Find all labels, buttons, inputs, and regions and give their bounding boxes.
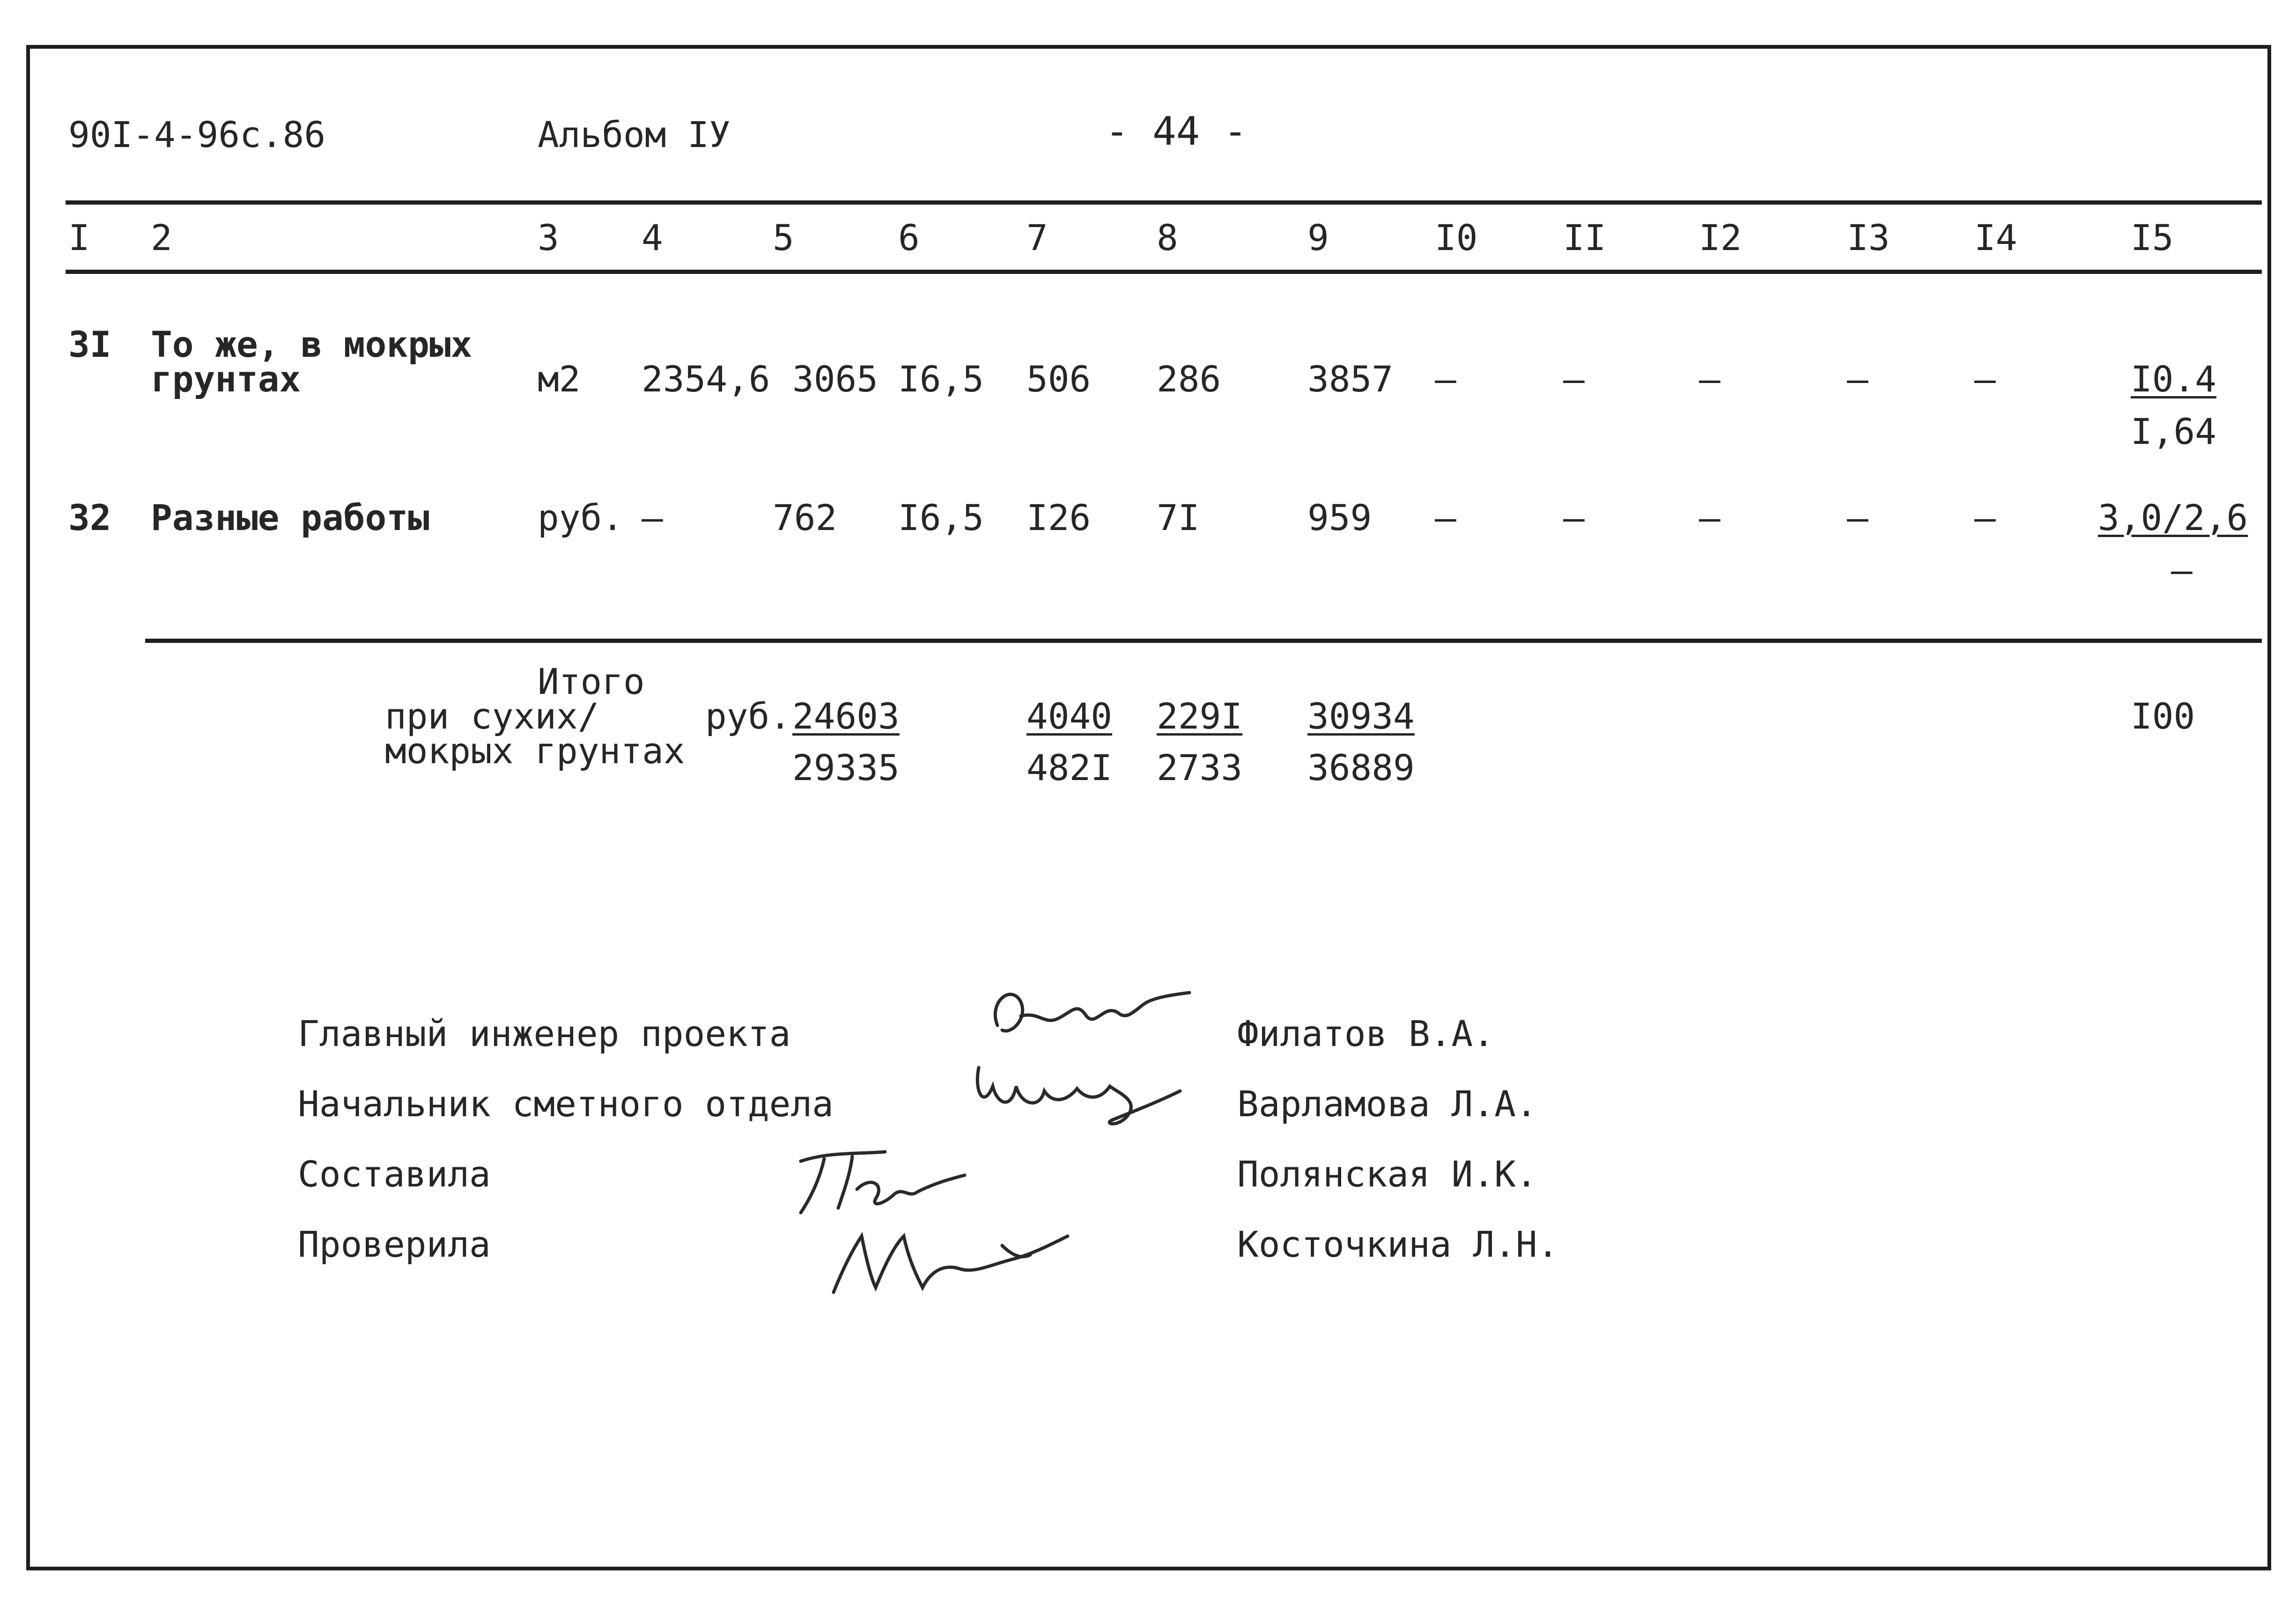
cell-col6: I6,5 xyxy=(898,358,984,400)
signer-name: Варламова Л.А. xyxy=(1237,1083,1537,1125)
signature-polyanskaya xyxy=(791,1142,1011,1217)
col-header: I xyxy=(68,217,90,258)
cell-col8: 286 xyxy=(1157,358,1221,400)
cell-col4: – xyxy=(642,497,663,538)
col-header: 2 xyxy=(151,217,172,258)
cell-col7: 506 xyxy=(1026,358,1091,400)
cell-col15-top: 3,0/2,6 xyxy=(2098,497,2248,538)
cell-col12: – xyxy=(1699,358,1720,400)
cell-col15-bottom: I,64 xyxy=(2131,411,2217,452)
total-col5-dry: 24603 xyxy=(792,695,900,737)
album-label: Альбом IУ xyxy=(538,114,731,155)
col-header: I3 xyxy=(1847,217,1890,258)
doc-code: 90I-4-96с.86 xyxy=(68,114,326,155)
col-header: 3 xyxy=(538,217,559,258)
col-header: I5 xyxy=(2131,217,2174,258)
col-header: 4 xyxy=(642,217,663,258)
total-label-line1: Итого xyxy=(538,661,645,702)
total-unit: руб. xyxy=(705,695,791,737)
total-col7-dry: 4040 xyxy=(1026,695,1113,737)
row-unit: руб. xyxy=(538,497,624,538)
signer-role: Главный инженер проекта xyxy=(298,1013,791,1054)
header-rule-top xyxy=(66,200,2262,205)
total-col15: I00 xyxy=(2131,695,2195,737)
page-number: - 44 - xyxy=(1105,108,1248,154)
col-header: 9 xyxy=(1307,217,1329,258)
total-label-line3: мокрых грунтах xyxy=(385,730,685,772)
cell-col10: – xyxy=(1435,497,1456,538)
col-header: 7 xyxy=(1026,217,1048,258)
signer-name: Полянская И.К. xyxy=(1237,1153,1537,1195)
row-name-line1: То же, в мокрых xyxy=(151,324,472,365)
cell-col4: 2354,6 xyxy=(642,358,770,400)
cell-col15-top: I0.4 xyxy=(2131,358,2217,400)
cell-col9: 3857 xyxy=(1307,358,1394,400)
signer-name: Косточкина Л.Н. xyxy=(1237,1223,1559,1265)
cell-col14: – xyxy=(1974,497,1996,538)
cell-col5: 3065 xyxy=(792,358,879,400)
total-label-line2: при сухих/ xyxy=(385,695,599,737)
signer-role: Составила xyxy=(298,1153,491,1195)
row-number: 32 xyxy=(68,497,111,538)
total-col5-wet: 29335 xyxy=(792,747,900,788)
signer-role: Проверила xyxy=(298,1223,491,1265)
col-header: I2 xyxy=(1699,217,1742,258)
signer-role: Начальник сметного отдела xyxy=(298,1083,834,1125)
row-name-line1: Разные работы xyxy=(151,497,429,538)
total-col7-wet: 482I xyxy=(1026,747,1113,788)
col-header: I4 xyxy=(1974,217,2017,258)
signature-varlamova xyxy=(960,1049,1185,1142)
signer-name: Филатов В.А. xyxy=(1237,1013,1495,1054)
cell-col10: – xyxy=(1435,358,1456,400)
row-unit: м2 xyxy=(538,358,581,400)
row-name-line2: грунтах xyxy=(151,358,301,400)
total-rule xyxy=(145,639,2262,643)
signature-filatov xyxy=(983,974,1199,1053)
signature-kostochkina xyxy=(824,1208,1086,1302)
cell-col15-bottom: – xyxy=(2171,549,2193,591)
cell-col11: – xyxy=(1563,358,1585,400)
col-header: 5 xyxy=(773,217,794,258)
cell-col6: I6,5 xyxy=(898,497,984,538)
header-rule-bottom xyxy=(66,270,2262,274)
cell-col5: 762 xyxy=(773,497,837,538)
total-col9-wet: 36889 xyxy=(1307,747,1415,788)
total-col8-dry: 229I xyxy=(1157,695,1243,737)
total-col8-wet: 2733 xyxy=(1157,747,1243,788)
cell-col12: – xyxy=(1699,497,1720,538)
total-col9-dry: 30934 xyxy=(1307,695,1415,737)
cell-col8: 7I xyxy=(1157,497,1200,538)
cell-col9: 959 xyxy=(1307,497,1372,538)
cell-col11: – xyxy=(1563,497,1585,538)
col-header: II xyxy=(1563,217,1606,258)
col-header: I0 xyxy=(1435,217,1478,258)
cell-col13: – xyxy=(1847,358,1868,400)
col-header: 8 xyxy=(1157,217,1178,258)
row-number: 3I xyxy=(68,324,111,365)
cell-col13: – xyxy=(1847,497,1868,538)
cell-col7: I26 xyxy=(1026,497,1091,538)
col-header: 6 xyxy=(898,217,920,258)
cell-col14: – xyxy=(1974,358,1996,400)
